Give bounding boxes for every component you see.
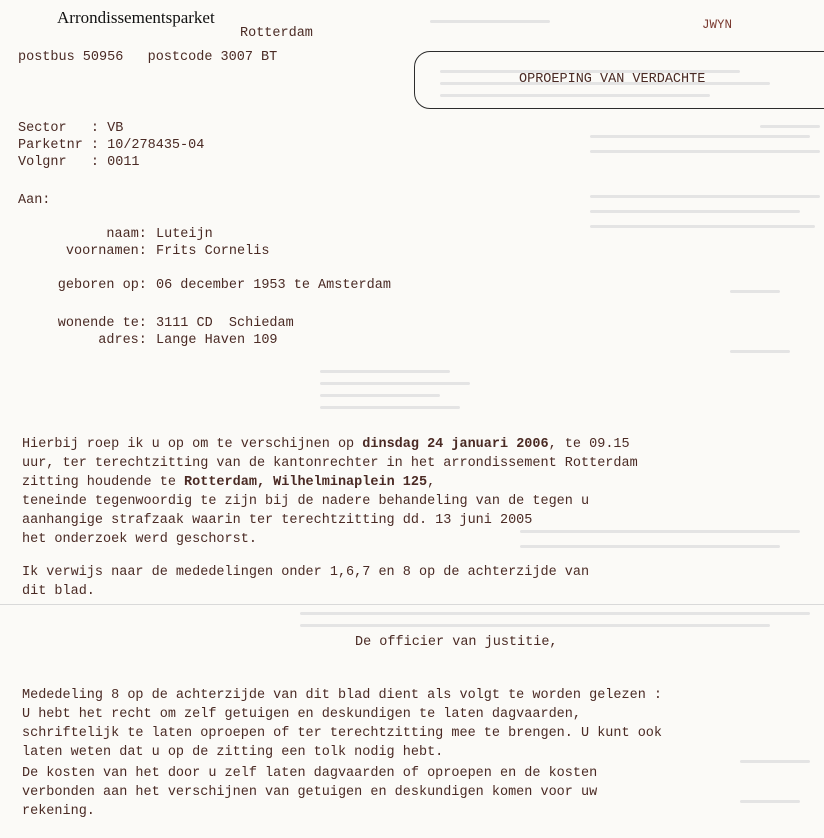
document-type-box <box>414 51 824 109</box>
voornamen-value: Frits Cornelis <box>156 244 270 259</box>
geboren-label: geboren op: <box>57 278 155 293</box>
signature-line: De officier van justitie, <box>355 635 558 650</box>
parketnr-value: 10/278435-04 <box>107 138 205 153</box>
naam-value: Luteijn <box>156 227 213 242</box>
wonende-value: 3111 CD Schiedam <box>156 316 294 331</box>
parketnr-label: Parketnr : <box>18 138 108 153</box>
wonende-label: wonende te: <box>57 316 155 331</box>
notice-line-7: rekening. <box>22 804 95 819</box>
body-text: zitting houdende te <box>22 475 185 490</box>
hearing-date: dinsdag 24 januari 2006 <box>362 437 549 452</box>
naam-label: naam: <box>106 227 155 242</box>
body-line-2: uur, ter terechtzitting van de kantonrechter in het arrondissement Rotterdam <box>22 456 638 471</box>
body-line-1 <box>22 437 630 452</box>
volgnr-row <box>18 155 140 170</box>
sector-row <box>18 121 123 136</box>
stamp-code: JWYN <box>702 18 733 32</box>
reference-line-2: dit blad. <box>22 584 95 599</box>
body-text: , <box>427 475 436 490</box>
body-line-3 <box>22 475 435 490</box>
hearing-location: Rotterdam, Wilhelminaplein 125 <box>184 475 428 490</box>
volgnr-value: 0011 <box>107 155 140 170</box>
adres-label: adres: <box>98 333 155 348</box>
reference-line-1: Ik verwijs naar de mededelingen onder 1,6,7 en 8 op de achterzijde van <box>22 565 590 580</box>
notice-line-4: laten weten dat u op de zitting een tolk nodig hebt. <box>22 745 444 760</box>
to-label: Aan: <box>18 193 51 208</box>
body-line-6: het onderzoek werd geschorst. <box>22 532 257 547</box>
body-line-4: teneinde tegenwoordig te zijn bij de nadere behandeling van de tegen u <box>22 494 590 509</box>
hearing-time: , te 09.15 <box>548 437 630 452</box>
geboren-value: 06 december 1953 te Amsterdam <box>156 278 391 293</box>
notice-line-2: U hebt het recht om zelf getuigen en deskundigen te laten dagvaarden, <box>22 707 581 722</box>
notice-line-6: verbonden aan het verschijnen van getuigen en deskundigen komen voor uw <box>22 785 598 800</box>
sector-label: Sector : <box>18 121 108 136</box>
city: Rotterdam <box>240 26 313 41</box>
notice-line-1: Mededeling 8 op de achterzijde van dit blad dient als volgt te worden gelezen : <box>22 688 663 703</box>
sector-value: VB <box>107 121 124 136</box>
document-type-title: OPROEPING VAN VERDACHTE <box>519 72 706 87</box>
parketnr-row <box>18 138 204 153</box>
notice-line-3: schriftelijk te laten oproepen of ter terechtzitting mee te brengen. U kunt ook <box>22 726 663 741</box>
organization-name: Arrondissementsparket <box>57 8 215 27</box>
notice-line-5: De kosten van het door u zelf laten dagvaarden of oproepen en de kosten <box>22 766 598 781</box>
volgnr-label: Volgnr : <box>18 155 108 170</box>
voornamen-label: voornamen: <box>65 244 155 259</box>
fold-line <box>0 604 824 605</box>
postal-address: postbus 50956 postcode 3007 BT <box>18 50 278 65</box>
adres-value: Lange Haven 109 <box>156 333 278 348</box>
body-line-5: aanhangige strafzaak waarin ter terechtzitting dd. 13 juni 2005 <box>22 513 533 528</box>
body-text: Hierbij roep ik u op om te verschijnen op <box>22 437 363 452</box>
